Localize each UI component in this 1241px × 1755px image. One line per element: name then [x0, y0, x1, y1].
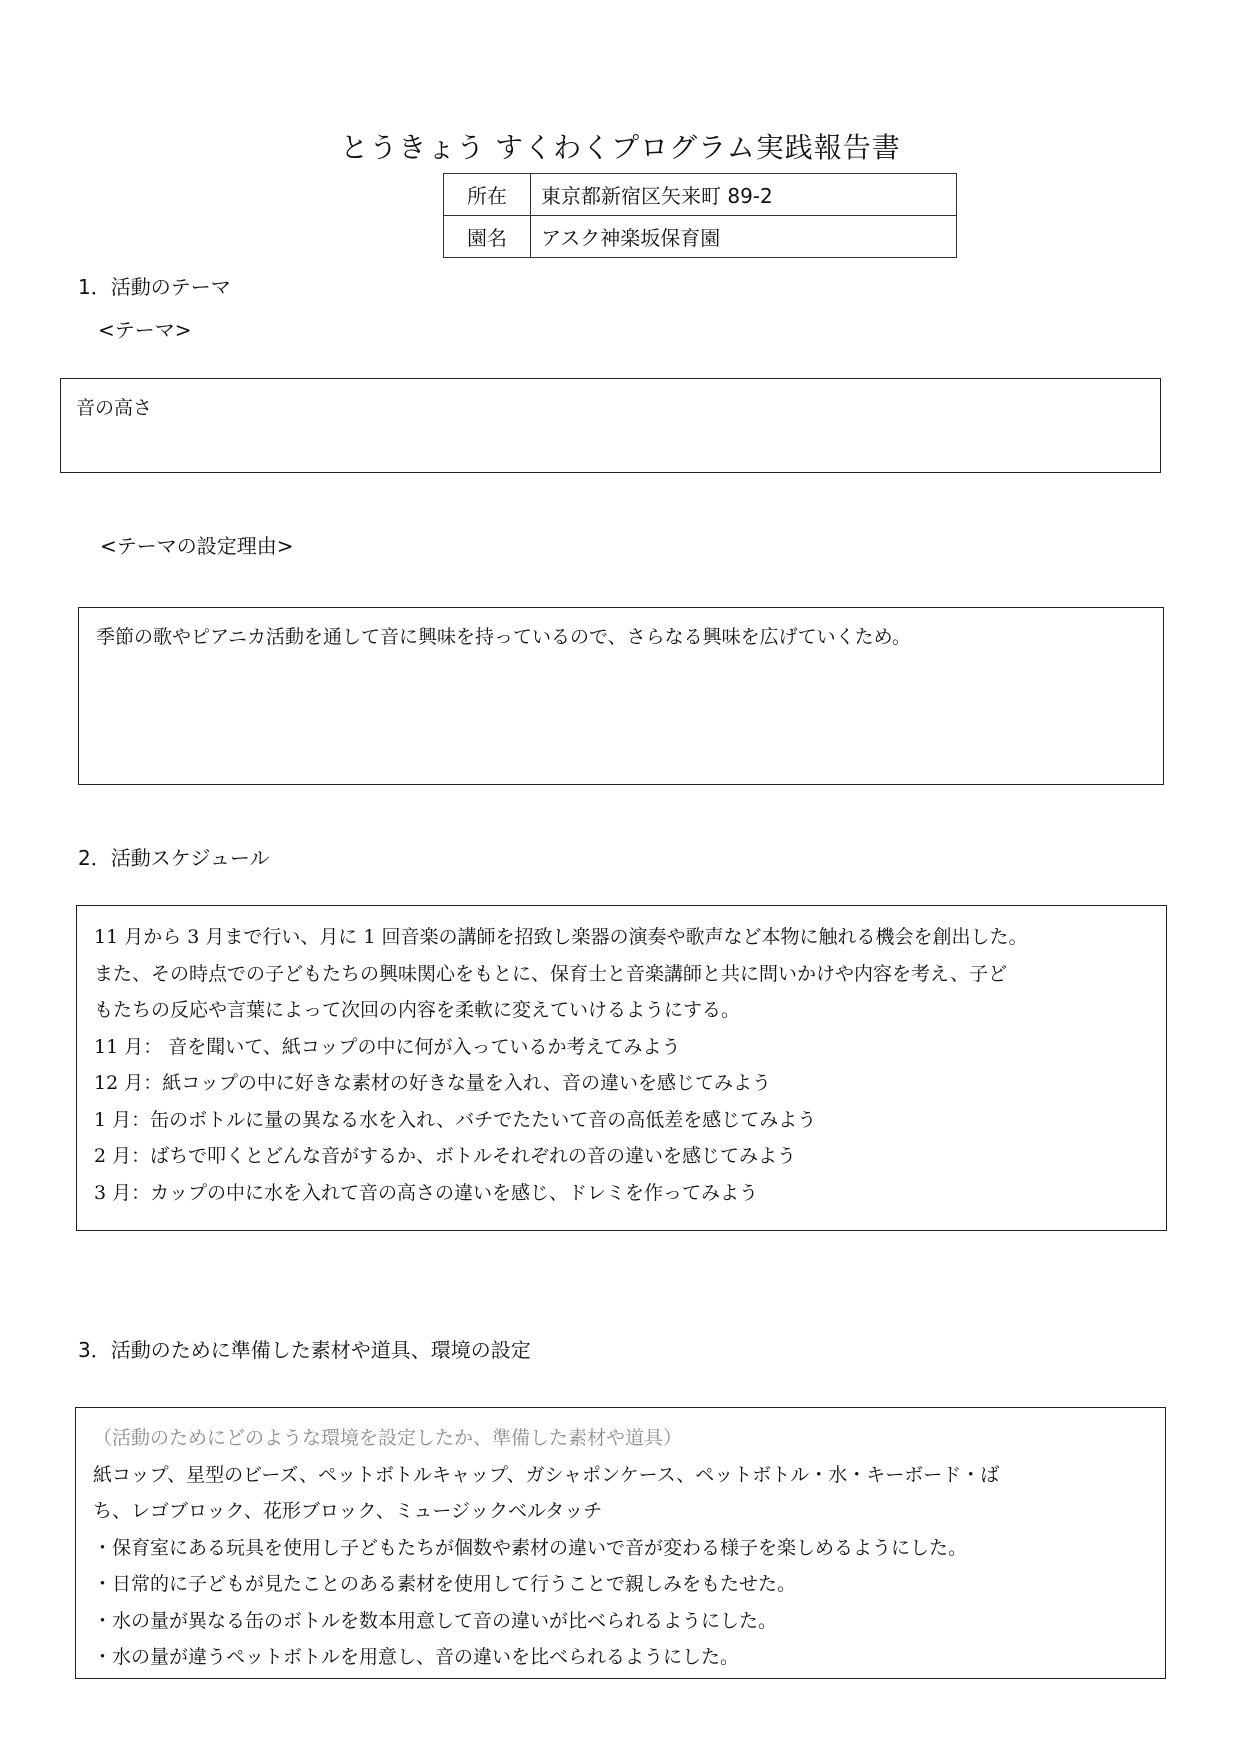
theme-label: <テーマ> [98, 318, 192, 342]
schedule-box [76, 905, 1167, 1231]
reason-text: 季節の歌やピアニカ活動を通して音に興味を持っているので、さらなる興味を広げていくため。 [96, 626, 911, 648]
materials-line: ・保育室にある玩具を使用し子どもたちが個数や素材の違いで音が変わる様子を楽しめるようにした。 [93, 1536, 968, 1559]
section3-heading: 3．活動のために準備した素材や道具、環境の設定 [78, 1338, 531, 1362]
materials-box [75, 1407, 1166, 1679]
schedule-line: もたちの反応や言葉によって次回の内容を柔軟に変えていけるようにする。 [94, 999, 741, 1021]
facility-name-row [444, 216, 957, 258]
section2-heading: 2．活動スケジュール [78, 846, 270, 870]
materials-line: ち、レゴブロック、花形ブロック、ミュージックベルタッチ [93, 1500, 603, 1522]
facility-info-table [443, 173, 957, 258]
reason-label: <テーマの設定理由> [100, 534, 294, 558]
materials-line: ・水の量が違うペットボトルを用意し、音の違いを比べられるようにした。 [93, 1646, 740, 1668]
location-value: 東京都新宿区矢来町 89-2 [531, 174, 957, 216]
materials-line: ・水の量が異なる缶のボトルを数本用意して音の違いが比べられるようにした。 [93, 1609, 778, 1632]
theme-box [60, 378, 1161, 473]
schedule-line: 2 月：ばちで叩くとどんな音がするか、ボトルそれぞれの音の違いを感じてみよう [94, 1145, 796, 1167]
theme-text: 音の高さ [76, 397, 153, 419]
reason-box [78, 607, 1164, 785]
schedule-line: 11 月から 3 月まで行い、月に 1 回音楽の講師を招致し楽器の演奏や歌声など本物に触れる機会を創出した。 [94, 926, 1028, 948]
materials-hint: （活動のためにどのような環境を設定したか、準備した素材や道具） [93, 1427, 683, 1449]
schedule-line: 12 月：紙コップの中に好きな素材の好きな量を入れ、音の違いを感じてみよう [94, 1072, 771, 1094]
schedule-line: また、その時点での子どもたちの興味関心をもとに、保育士と音楽講師と共に問いかけや内容を考え、子ど [94, 962, 1008, 985]
materials-line: ・日常的に子どもが見たことのある素材を使用して行うことで親しみをもたせた。 [93, 1573, 797, 1595]
facility-name-label: 園名 [444, 216, 531, 258]
schedule-text [94, 919, 1028, 1211]
report-title: とうきょう すくわくプログラム実践報告書 [340, 131, 901, 164]
schedule-line: 3 月：カップの中に水を入れて音の高さの違いを感じ、ドレミを作ってみよう [94, 1181, 758, 1204]
materials-text [93, 1420, 999, 1676]
materials-line: 紙コップ、星型のビーズ、ペットボトルキャップ、ガシャポンケース、ペットボトル・水・キーボード・ば [93, 1463, 1000, 1486]
location-row [444, 174, 957, 216]
schedule-line: 1 月：缶のボトルに量の異なる水を入れ、バチでたたいて音の高低差を感じてみよう [94, 1108, 817, 1131]
facility-name-value: アスク神楽坂保育園 [531, 216, 957, 258]
section1-heading: 1．活動のテーマ [78, 275, 231, 299]
schedule-line: 11 月： 音を聞いて、紙コップの中に何が入っているか考えてみよう [94, 1035, 681, 1058]
location-label: 所在 [444, 174, 531, 216]
